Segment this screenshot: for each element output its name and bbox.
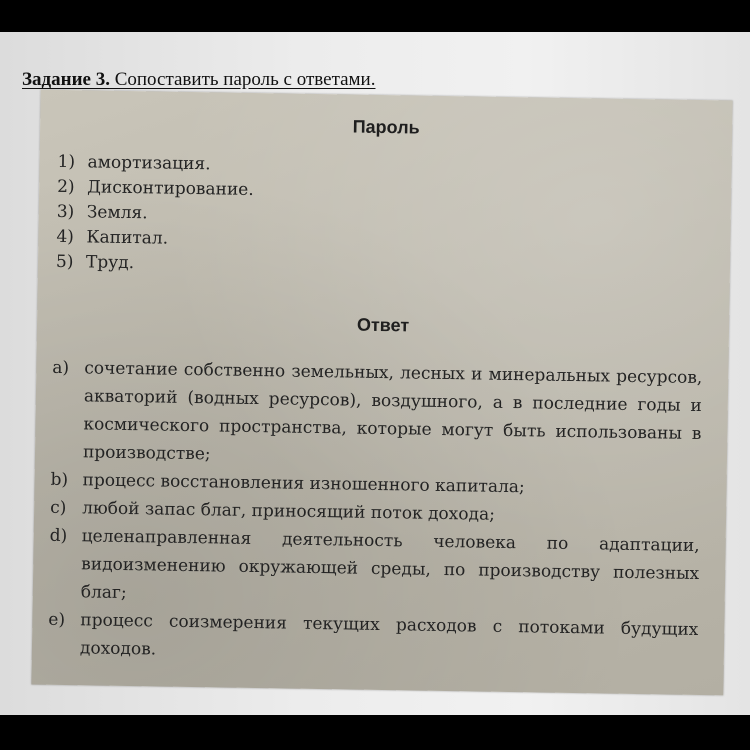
password-item-number: 2) (57, 176, 75, 198)
password-item-text: Труд. (85, 252, 135, 274)
answer-item (51, 354, 703, 476)
answer-item (48, 606, 699, 672)
answer-list (48, 354, 703, 672)
password-item-number: 5) (55, 251, 74, 273)
answer-item-letter: c) (49, 497, 67, 519)
password-item-number: 1) (57, 151, 76, 173)
password-item (56, 250, 253, 278)
password-item (56, 225, 253, 253)
answer-item-letter: e) (48, 609, 66, 631)
password-list (56, 150, 254, 278)
answer-title: Ответ (356, 314, 410, 336)
password-item-number: 4) (56, 226, 75, 248)
password-item (57, 150, 254, 178)
password-title: Пароль (352, 116, 420, 138)
answer-item-text: процесс восстановления изношенного капитала; (82, 470, 525, 498)
answer-item-letter: a) (52, 357, 70, 379)
answer-item-text: любой запас благ, приносящий поток дохода; (81, 498, 496, 525)
answer-item-text: сочетание собственно земельных, лесных и минеральных ресурсов, акваторий (водных ресурсов), воздушного, а в последние годы и космического пространства, которые могут быть использованы в производстве; (82, 358, 703, 465)
answer-item (49, 522, 700, 616)
answer-item-letter: b) (50, 469, 69, 491)
password-item-text: Дисконтирование. (87, 177, 254, 200)
answer-item-text: процесс соизмерения текущих расходов с потоками будущих доходов. (79, 610, 699, 660)
answer-item-text: целенаправленная деятельность человека по адаптации, видоизменению окружающей среды, по производству полезных благ; (80, 526, 700, 604)
scanned-card (31, 90, 732, 696)
password-item-text: Капитал. (86, 227, 169, 249)
password-item-text: амортизация. (87, 152, 211, 175)
task-instruction: Сопоставить пароль с ответами. (109, 69, 376, 90)
task-heading (22, 69, 375, 91)
password-item (57, 200, 254, 228)
answer-item-letter: d) (49, 525, 68, 547)
password-item-number: 3) (56, 201, 75, 223)
monitor-screen (0, 32, 750, 715)
task-number: Задание 3. (22, 69, 110, 90)
password-item-text: Земля. (86, 202, 148, 224)
password-item (57, 175, 254, 203)
